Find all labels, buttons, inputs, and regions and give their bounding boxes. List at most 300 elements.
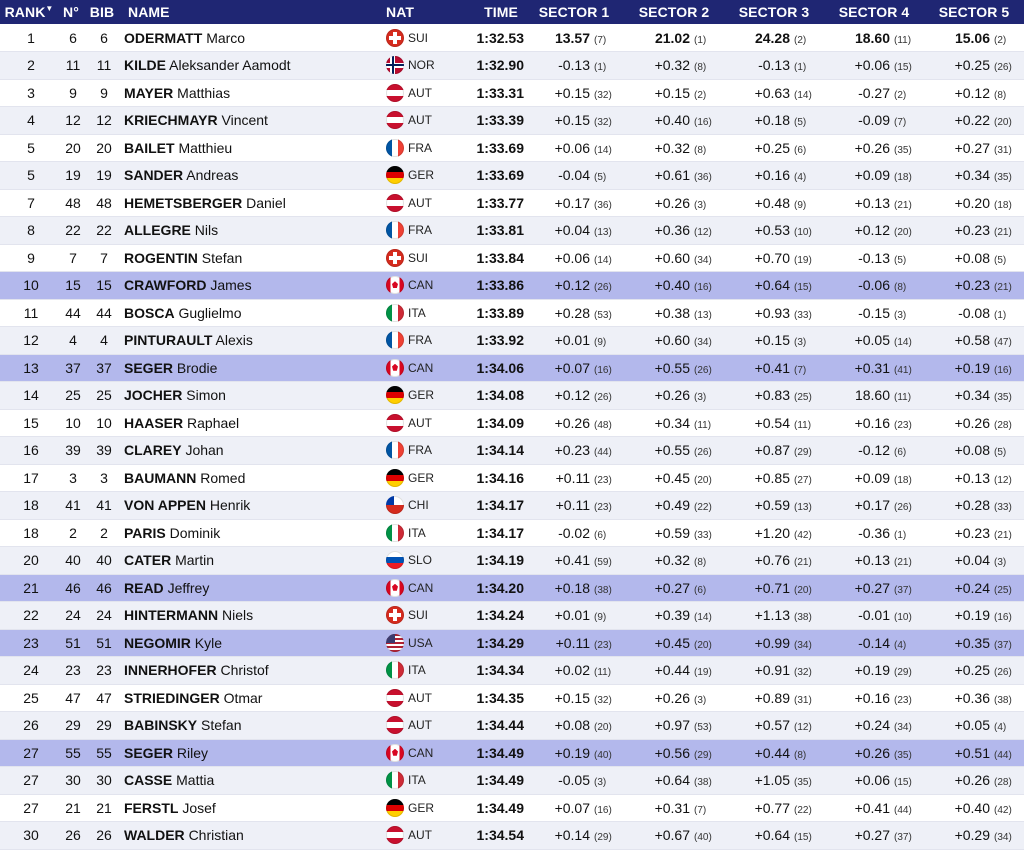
athlete-name-cell[interactable] [120,189,382,217]
table-row[interactable] [0,712,1024,740]
sector-2-rank: (11) [694,419,712,431]
sector-4-cell [824,657,924,685]
athlete-last-name[interactable]: SEGER [124,744,174,761]
athlete-first-name[interactable]: Raphael [187,414,240,431]
sector-5-rank: (1) [994,309,1007,321]
table-row[interactable] [0,24,1024,52]
rank-cell: 10 [0,272,58,300]
rank-cell: 16 [0,437,58,465]
sector-3-time: +0.99 [754,634,790,651]
athlete-last-name[interactable]: KILDE [124,57,166,74]
table-row[interactable] [0,464,1024,492]
sector-4-rank: (21) [894,557,912,569]
athlete-last-name[interactable]: FERSTL [124,799,179,816]
sector-5-time: +0.08 [954,249,990,266]
sector-5-cell [924,134,1024,162]
sector-1-cell [524,327,624,355]
sector-1-cell [524,464,624,492]
sector-1-rank: (16) [594,364,612,376]
nation-cell [382,79,454,107]
sector-4-rank: (11) [894,392,912,404]
sector-5-cell [924,767,1024,795]
column-header-sector3[interactable]: SECTOR 3 [738,4,810,20]
finish-time-cell: 1:32.90 [454,52,524,80]
nation-code: FRA [408,223,432,238]
sector-4-rank: (34) [894,722,912,734]
athlete-first-name[interactable]: Matthias [177,84,231,101]
table-row[interactable] [0,794,1024,822]
athlete-last-name[interactable]: WALDER [124,827,185,844]
athlete-first-name[interactable]: Daniel [246,194,286,211]
athlete-first-name[interactable]: Nils [194,222,219,239]
nation-code: CAN [408,580,434,595]
table-row[interactable] [0,574,1024,602]
athlete-last-name[interactable]: JOCHER [124,387,183,404]
sector-5-time: +0.26 [954,414,990,431]
table-row[interactable] [0,327,1024,355]
athlete-last-name[interactable]: INNERHOFER [124,662,217,679]
nation-cell [382,629,454,657]
table-row[interactable] [0,79,1024,107]
athlete-name-cell[interactable] [120,79,382,107]
athlete-first-name[interactable]: Matthieu [178,139,233,156]
athlete-last-name[interactable]: CASSE [124,772,173,789]
table-row[interactable] [0,547,1024,575]
sector-1-cell [524,244,624,272]
athlete-last-name[interactable]: SEGER [124,359,174,376]
athlete-first-name[interactable]: James [210,277,252,294]
sector-3-rank: (35) [794,777,812,789]
sector-2-rank: (8) [694,62,707,74]
sector-2-cell [624,79,724,107]
nation-code: AUT [408,113,432,128]
sector-5-cell [924,409,1024,437]
column-header-sector5[interactable]: SECTOR 5 [938,4,1010,20]
number-cell: 24 [58,602,84,630]
sector-5-rank: (47) [994,337,1012,349]
athlete-name-cell[interactable] [120,767,382,795]
sector-4-cell [824,24,924,52]
table-row[interactable] [0,739,1024,767]
number-cell: 9 [58,79,84,107]
sector-5-rank: (35) [994,172,1012,184]
athlete-name-cell[interactable] [120,547,382,575]
sector-5-time: +0.58 [954,332,990,349]
column-header-rank[interactable] [0,0,58,24]
sector-3-time: +1.13 [754,607,790,624]
sector-5-time: +0.36 [954,689,990,706]
sector-2-time: +0.45 [654,469,690,486]
athlete-first-name[interactable]: Christof [220,662,269,679]
sector-4-rank: (1) [894,529,907,541]
finish-time-cell: 1:34.49 [454,794,524,822]
french-flag-icon [386,221,404,239]
athlete-last-name[interactable]: VON APPEN [124,497,206,514]
sector-2-time: 21.02 [654,29,690,46]
sort-down-icon[interactable]: ▼ [45,4,54,13]
number-cell: 22 [58,217,84,245]
sector-3-time: +0.25 [754,139,790,156]
athlete-first-name[interactable]: Guglielmo [178,304,242,321]
sector-2-time: +0.26 [654,689,690,706]
bib-cell: 47 [84,684,120,712]
sector-1-time: -0.13 [558,57,590,74]
sector-1-rank: (5) [594,172,607,184]
german-flag-icon [386,166,404,184]
athlete-first-name[interactable]: Andreas [186,167,239,184]
sector-2-cell [624,684,724,712]
french-flag-icon [386,139,404,157]
table-row[interactable] [0,767,1024,795]
athlete-last-name[interactable]: CLAREY [124,442,182,459]
sector-5-cell [924,574,1024,602]
sector-3-rank: (4) [794,172,807,184]
rank-cell: 5 [0,162,58,190]
bib-cell: 3 [84,464,120,492]
column-header-bib[interactable]: BIB [89,4,115,20]
nation-code: AUT [408,718,432,733]
sector-1-cell [524,767,624,795]
sector-4-rank: (4) [894,639,907,651]
sector-4-time: -0.14 [858,634,890,651]
french-flag-icon [386,331,404,349]
sector-3-rank: (20) [794,584,812,596]
sector-1-cell [524,272,624,300]
athlete-last-name[interactable]: KRIECHMAYR [124,112,218,129]
athlete-last-name[interactable]: MAYER [124,84,174,101]
sector-1-rank: (40) [594,749,612,761]
bib-cell: 6 [84,24,120,52]
athlete-name-cell[interactable] [120,437,382,465]
column-header-time[interactable]: TIME [484,4,518,20]
athlete-name-cell[interactable] [120,684,382,712]
athlete-first-name[interactable]: Aleksander Aamodt [169,57,291,74]
sector-5-time: -0.08 [958,304,990,321]
athlete-last-name[interactable]: READ [124,579,164,596]
nation-code: CAN [408,745,434,760]
athlete-last-name[interactable]: ODERMATT [124,29,203,46]
finish-time-cell: 1:33.69 [454,134,524,162]
sector-1-rank: (23) [594,474,612,486]
athlete-name-cell[interactable] [120,272,382,300]
sector-1-time: +0.28 [554,304,590,321]
table-row[interactable] [0,629,1024,657]
rank-cell: 27 [0,739,58,767]
sector-2-rank: (40) [694,832,712,844]
sector-5-rank: (12) [994,474,1012,486]
athlete-first-name[interactable]: Kyle [194,634,223,651]
column-header-nat[interactable]: NAT [386,4,415,20]
athlete-last-name[interactable]: BOSCA [124,304,175,321]
sector-3-rank: (19) [794,254,812,266]
sector-4-cell [824,437,924,465]
table-row[interactable] [0,354,1024,382]
sector-1-cell [524,382,624,410]
athlete-first-name[interactable]: Mattia [176,772,215,789]
athlete-last-name[interactable]: HEMETSBERGER [124,194,243,211]
table-row[interactable] [0,52,1024,80]
table-row[interactable] [0,657,1024,685]
sector-5-time: +0.22 [954,112,990,129]
sector-1-time: +0.01 [554,332,590,349]
sector-2-time: +0.45 [654,634,690,651]
rank-cell: 13 [0,354,58,382]
table-row[interactable] [0,492,1024,520]
sector-4-rank: (6) [894,447,907,459]
bib-cell: 30 [84,767,120,795]
table-row[interactable] [0,217,1024,245]
sector-2-cell [624,244,724,272]
sector-1-time: +0.12 [554,387,590,404]
athlete-first-name[interactable]: Dominik [169,524,221,541]
nation-code: SUI [408,250,429,265]
rank-cell: 7 [0,189,58,217]
sector-5-time: +0.34 [954,387,990,404]
sector-5-time: +0.20 [954,194,990,211]
bib-cell: 22 [84,217,120,245]
sector-1-rank: (6) [594,529,607,541]
athlete-name-cell[interactable] [120,24,382,52]
athlete-name-cell[interactable] [120,162,382,190]
table-row[interactable] [0,409,1024,437]
table-row[interactable] [0,134,1024,162]
athlete-name-cell[interactable] [120,574,382,602]
athlete-name-cell[interactable] [120,244,382,272]
sector-4-rank: (20) [894,227,912,239]
athlete-first-name[interactable]: Vincent [221,112,268,129]
column-header-sector1[interactable]: SECTOR 1 [538,4,610,20]
athlete-last-name[interactable]: HAASER [124,414,184,431]
bib-cell: 41 [84,492,120,520]
sector-2-cell [624,519,724,547]
sector-1-time: +0.18 [554,579,590,596]
athlete-first-name[interactable]: Brodie [176,359,218,376]
finish-time-cell: 1:34.19 [454,547,524,575]
nation-cell [382,547,454,575]
sector-4-rank: (15) [894,777,912,789]
athlete-last-name[interactable]: PARIS [124,524,166,541]
sector-2-cell [624,299,724,327]
column-header-rank-label: RANK [4,4,46,20]
sector-4-rank: (18) [894,172,912,184]
sector-1-cell [524,794,624,822]
sector-4-rank: (44) [894,804,912,816]
athlete-name-cell[interactable] [120,299,382,327]
bib-cell: 23 [84,657,120,685]
sector-3-time: +0.53 [754,222,790,239]
athlete-name-cell[interactable] [120,519,382,547]
sector-5-time: +0.29 [954,827,990,844]
nation-code: AUT [408,690,432,705]
athlete-last-name[interactable]: ROGENTIN [124,249,198,266]
sector-4-rank: (7) [894,117,907,129]
table-row[interactable] [0,822,1024,850]
athlete-name-cell[interactable] [120,354,382,382]
sector-3-rank: (1) [794,62,807,74]
athlete-first-name[interactable]: Henrik [209,497,251,514]
table-row[interactable] [0,272,1024,300]
sector-2-time: +0.40 [654,277,690,294]
athlete-name-cell[interactable] [120,464,382,492]
french-flag-icon [386,441,404,459]
sector-2-rank: (2) [694,89,707,101]
finish-time-cell: 1:34.49 [454,739,524,767]
sector-2-cell [624,162,724,190]
athlete-name-cell[interactable] [120,409,382,437]
athlete-first-name[interactable]: Simon [186,387,226,404]
athlete-name-cell[interactable] [120,492,382,520]
athlete-first-name[interactable]: Jeffrey [167,579,210,596]
rank-cell: 17 [0,464,58,492]
finish-time-cell: 1:33.92 [454,327,524,355]
athlete-last-name[interactable]: PINTURAULT [124,332,213,349]
table-row[interactable] [0,437,1024,465]
athlete-first-name[interactable]: Riley [176,744,209,761]
sector-3-time: 24.28 [754,29,790,46]
bib-cell: 9 [84,79,120,107]
athlete-first-name[interactable]: Otmar [223,689,263,706]
number-cell: 40 [58,547,84,575]
sector-5-rank: (5) [994,254,1007,266]
sector-4-time: -0.06 [858,277,890,294]
nation-code: GER [408,800,435,815]
number-cell: 19 [58,162,84,190]
athlete-last-name[interactable]: HINTERMANN [124,607,219,624]
sector-5-rank: (20) [994,117,1012,129]
athlete-name-cell[interactable] [120,217,382,245]
table-row[interactable] [0,684,1024,712]
sector-3-cell [724,464,824,492]
athlete-name-cell[interactable] [120,327,382,355]
table-row[interactable] [0,244,1024,272]
column-header-sector4[interactable]: SECTOR 4 [838,4,910,20]
sector-5-rank: (21) [994,227,1012,239]
athlete-name-cell[interactable] [120,107,382,135]
number-cell: 11 [58,52,84,80]
sector-2-cell [624,24,724,52]
athlete-name-cell[interactable] [120,712,382,740]
sector-5-cell [924,492,1024,520]
sector-3-rank: (29) [794,447,812,459]
rank-cell: 2 [0,52,58,80]
finish-time-cell: 1:33.39 [454,107,524,135]
sector-3-time: +0.70 [754,249,790,266]
column-header-number[interactable]: N° [63,4,79,20]
athlete-name-cell[interactable] [120,657,382,685]
bib-cell: 29 [84,712,120,740]
athlete-last-name[interactable]: BAUMANN [124,469,197,486]
athlete-name-cell[interactable] [120,52,382,80]
sector-2-cell [624,272,724,300]
sector-4-cell [824,409,924,437]
athlete-name-cell[interactable] [120,382,382,410]
table-row[interactable] [0,299,1024,327]
athlete-name-cell[interactable] [120,822,382,850]
column-header-sector2[interactable]: SECTOR 2 [638,4,710,20]
athlete-last-name[interactable]: ALLEGRE [124,222,191,239]
athlete-name-cell[interactable] [120,134,382,162]
sector-3-cell [724,189,824,217]
table-row[interactable] [0,162,1024,190]
column-header-name[interactable]: NAME [128,4,170,20]
athlete-first-name[interactable]: Niels [222,607,254,624]
sector-2-cell [624,767,724,795]
athlete-first-name[interactable]: Marco [206,29,246,46]
athlete-first-name[interactable]: Josef [182,799,216,816]
table-row[interactable] [0,602,1024,630]
table-row[interactable] [0,107,1024,135]
sector-1-cell [524,79,624,107]
nation-cell [382,107,454,135]
finish-time-cell: 1:34.24 [454,602,524,630]
athlete-last-name[interactable]: CATER [124,552,172,569]
athlete-name-cell[interactable] [120,629,382,657]
sector-3-cell [724,547,824,575]
athlete-first-name[interactable]: Johan [185,442,224,459]
sector-2-time: +0.27 [654,579,690,596]
sector-1-cell [524,684,624,712]
sector-2-time: +0.26 [654,387,690,404]
athlete-name-cell[interactable] [120,739,382,767]
sector-4-rank: (35) [894,749,912,761]
sector-4-time: +0.27 [854,827,890,844]
athlete-first-name[interactable]: Stefan [201,249,243,266]
sector-4-cell [824,684,924,712]
sector-5-time: +0.24 [954,579,990,596]
number-cell: 15 [58,272,84,300]
athlete-last-name[interactable]: CRAWFORD [124,277,207,294]
bib-cell: 7 [84,244,120,272]
athlete-first-name[interactable]: Alexis [215,332,253,349]
athlete-name-cell[interactable] [120,794,382,822]
sector-5-rank: (3) [994,557,1007,569]
sector-2-time: +0.64 [654,772,690,789]
athlete-last-name[interactable]: SANDER [124,167,184,184]
nation-code: SLO [408,553,433,568]
sector-5-time: +0.23 [954,222,990,239]
table-row[interactable] [0,189,1024,217]
nation-code: ITA [408,773,426,788]
finish-time-cell: 1:34.29 [454,629,524,657]
nation-cell [382,602,454,630]
number-cell: 46 [58,574,84,602]
sector-1-time: +0.07 [554,799,590,816]
athlete-last-name[interactable]: BABINSKY [124,717,198,734]
sector-3-rank: (14) [794,89,812,101]
sector-1-time: +0.02 [554,662,590,679]
sector-1-rank: (32) [594,694,612,706]
sector-5-rank: (34) [994,832,1012,844]
sector-1-cell [524,437,624,465]
sector-2-time: +0.59 [654,524,690,541]
table-row[interactable] [0,519,1024,547]
sector-4-rank: (10) [894,612,912,624]
table-header-row [0,0,1024,24]
athlete-last-name[interactable]: STRIEDINGER [124,689,220,706]
athlete-last-name[interactable]: BAILET [124,139,175,156]
sector-3-time: +0.44 [754,744,790,761]
athlete-name-cell[interactable] [120,602,382,630]
athlete-first-name[interactable]: Martin [175,552,214,569]
athlete-last-name[interactable]: NEGOMIR [124,634,191,651]
athlete-first-name[interactable]: Stefan [201,717,242,734]
sector-3-cell [724,299,824,327]
sector-5-time: +0.23 [954,277,990,294]
sector-5-rank: (37) [994,639,1012,651]
table-row[interactable] [0,382,1024,410]
athlete-first-name[interactable]: Romed [200,469,246,486]
athlete-first-name[interactable]: Christian [188,827,244,844]
